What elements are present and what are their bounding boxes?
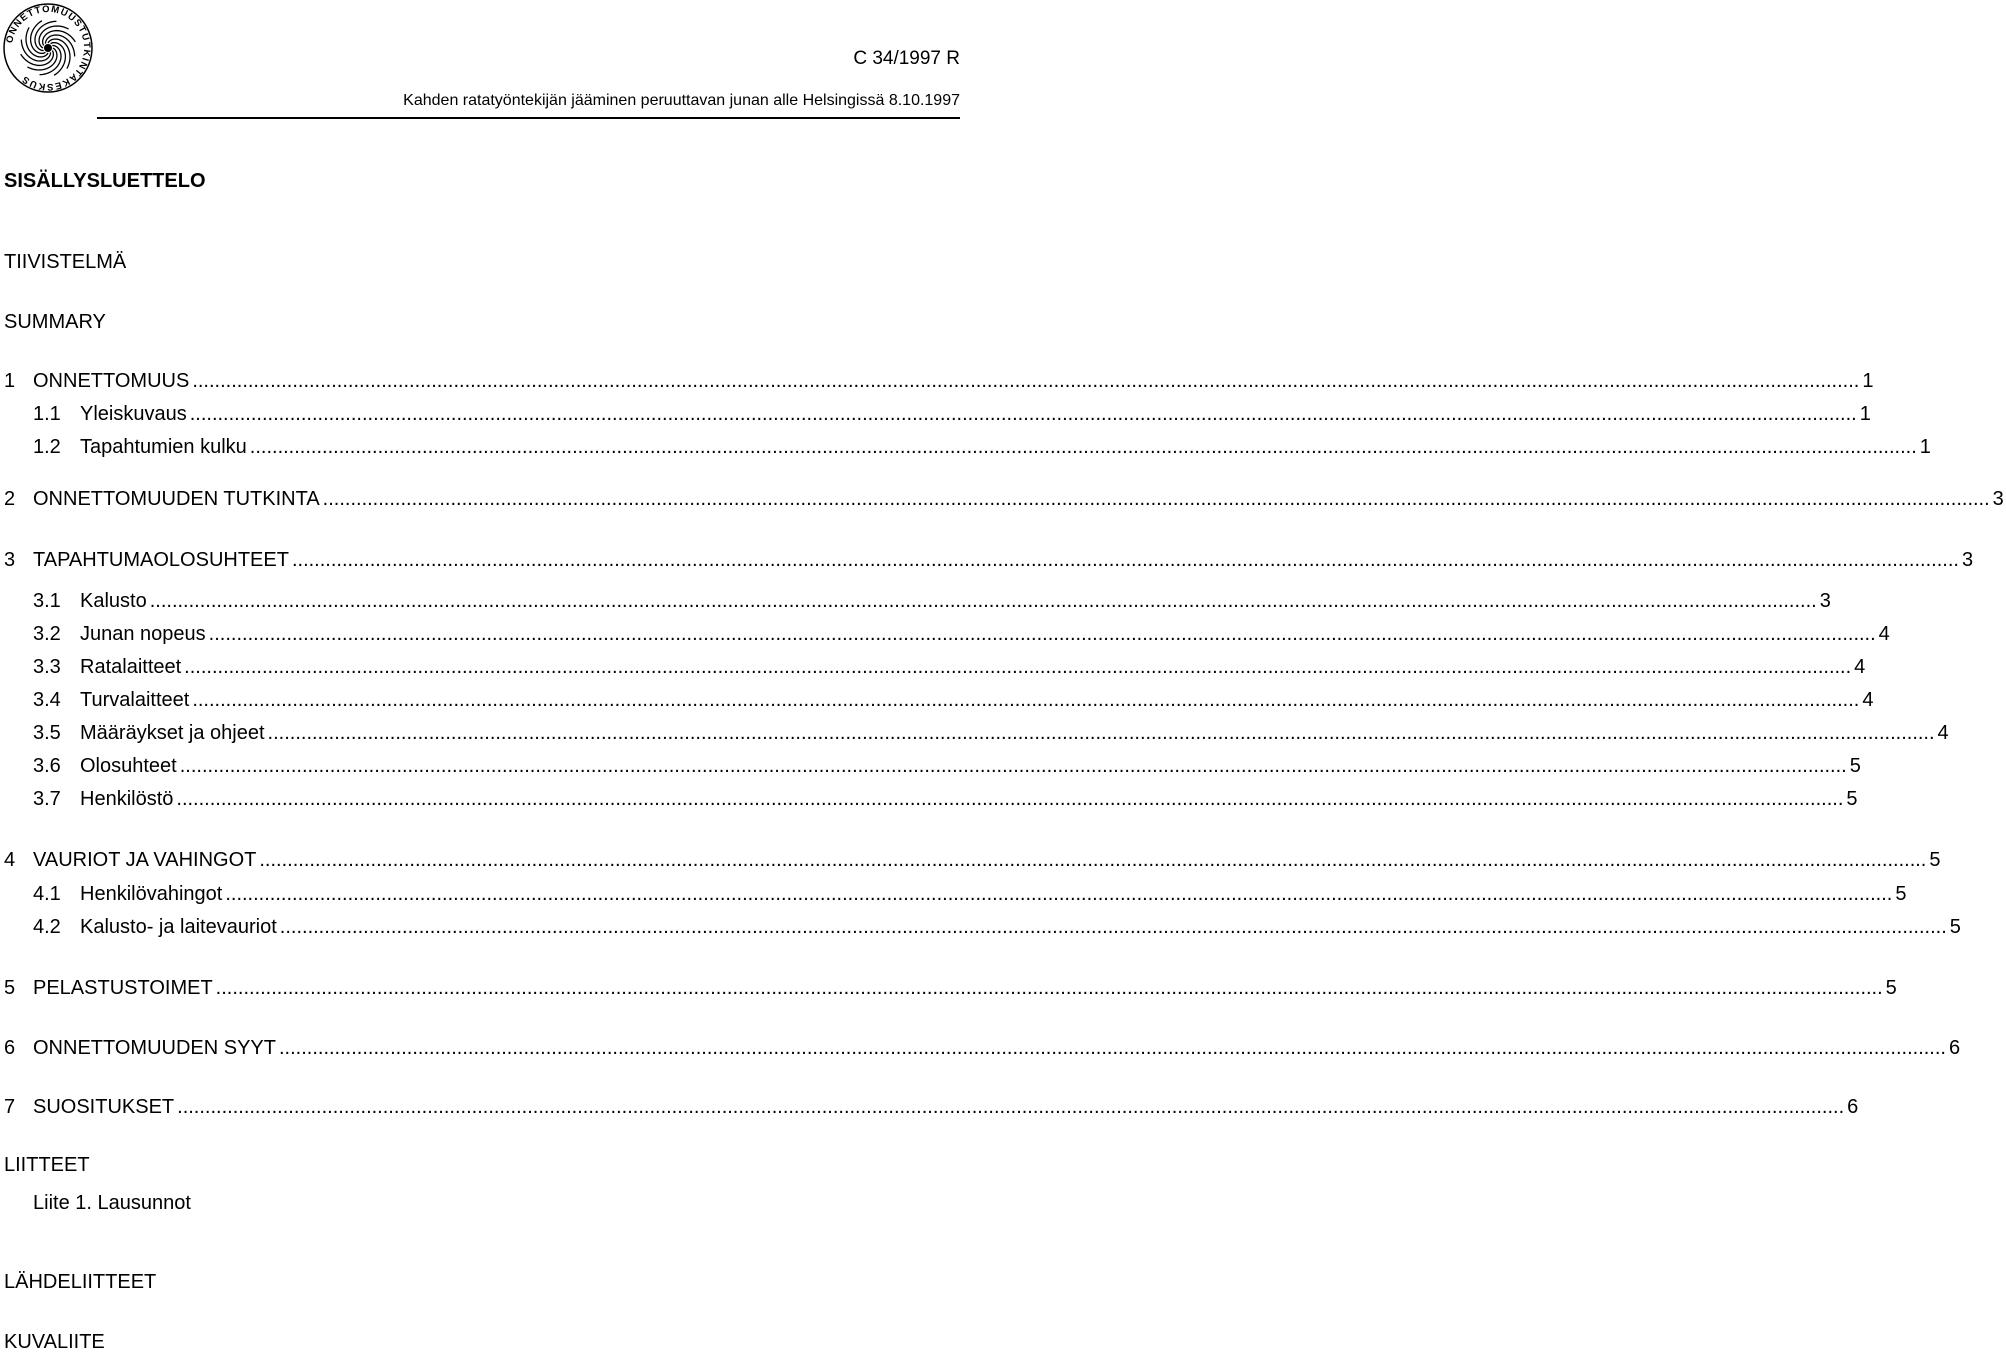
toc-entry[interactable]	[4, 546, 1974, 572]
toc-leader-dots: ............................................................................................................................................................................................................................................................................................................	[215, 977, 1883, 999]
toc-leader-dots: ............................................................................................................................................................................................................................................................................................................	[267, 722, 1935, 744]
toc-summary-en[interactable]: SUMMARY	[4, 311, 106, 333]
toc-leader-dots: ............................................................................................................................................................................................................................................................................................................	[179, 755, 1847, 777]
toc-entry-number: 3.6	[33, 755, 61, 777]
toc-entry-number: 4.1	[33, 883, 61, 905]
toc-entry-number: 4.2	[33, 916, 61, 938]
appendix-item[interactable]: Liite 1. Lausunnot	[33, 1192, 191, 1214]
toc-entry-number: 3.1	[33, 590, 61, 612]
organization-logo	[0, 0, 96, 96]
toc-entry[interactable]	[4, 400, 1871, 426]
toc-entry[interactable]	[4, 620, 1890, 646]
toc-entry-number: 3.5	[33, 722, 61, 744]
toc-leader-dots: ............................................................................................................................................................................................................................................................................................................	[259, 849, 1927, 871]
toc-entry-number: 3.3	[33, 656, 61, 678]
toc-entry-title: Kalusto	[80, 590, 147, 612]
toc-leader-dots: ............................................................................................................................................................................................................................................................................................................	[177, 1096, 1845, 1118]
toc-leader-dots: ............................................................................................................................................................................................................................................................................................................	[149, 590, 1817, 612]
toc-entry[interactable]	[4, 785, 1858, 811]
toc-entry[interactable]	[4, 719, 1949, 745]
toc-entry-page: 4	[1878, 623, 1890, 645]
toc-entry-title: Määräykset ja ohjeet	[80, 722, 265, 744]
toc-summary-fi[interactable]: TIIVISTELMÄ	[4, 251, 127, 273]
toc-entry-number: 3	[4, 549, 16, 571]
toc-entry-title: ONNETTOMUUDEN SYYT	[33, 1037, 276, 1059]
toc-entry-number: 2	[4, 488, 16, 510]
toc-entry-number: 3.7	[33, 788, 61, 810]
toc-leader-dots: ............................................................................................................................................................................................................................................................................................................	[192, 689, 1860, 711]
toc-entry-number: 3.2	[33, 623, 61, 645]
logo-ring-text: ONNETTOMUUSTUTKINTAKESKUS	[4, 3, 93, 93]
report-subtitle: Kahden ratatyöntekijän jääminen peruuttavan junan alle Helsingissä 8.10.1997	[403, 92, 960, 109]
toc-leader-dots: ............................................................................................................................................................................................................................................................................................................	[208, 623, 1876, 645]
toc-entry-title: Turvalaitteet	[80, 689, 190, 711]
toc-entry-title: Junan nopeus	[80, 623, 206, 645]
toc-entry-number: 1.2	[33, 436, 61, 458]
toc-entry-page: 1	[1859, 403, 1871, 425]
toc-entry-page: 5	[1929, 849, 1941, 871]
toc-entry-page: 4	[1854, 656, 1866, 678]
toc-entry-title: VAURIOT JA VAHINGOT	[33, 849, 257, 871]
toc-entry-number: 4	[4, 849, 16, 871]
toc-entry-title: ONNETTOMUUDEN TUTKINTA	[33, 488, 320, 510]
toc-heading: SISÄLLYSLUETTELO	[4, 170, 206, 192]
toc-entry-title: Kalusto- ja laitevauriot	[80, 916, 277, 938]
toc-entry[interactable]	[4, 433, 1931, 459]
toc-leader-dots: ............................................................................................................................................................................................................................................................................................................	[192, 370, 1860, 392]
toc-entry-page: 5	[1849, 755, 1861, 777]
sources-heading[interactable]: LÄHDELIITTEET	[4, 1271, 157, 1293]
toc-entry-number: 1.1	[33, 403, 61, 425]
toc-entry[interactable]	[4, 1093, 1859, 1119]
toc-leader-dots: ............................................................................................................................................................................................................................................................................................................	[322, 488, 1990, 510]
toc-entry-number: 6	[4, 1037, 16, 1059]
toc-entry-number: 7	[4, 1096, 16, 1118]
toc-entry[interactable]	[4, 974, 1897, 1000]
toc-entry[interactable]	[4, 846, 1941, 872]
organization-seal-graphic	[0, 0, 96, 96]
toc-entry-page: 3	[1961, 549, 1974, 571]
toc-leader-dots: ............................................................................................................................................................................................................................................................................................................	[291, 549, 1959, 571]
toc-entry[interactable]	[4, 587, 1831, 613]
toc-entry-title: PELASTUSTOIMET	[33, 977, 213, 999]
report-code: C 34/1997 R	[853, 48, 960, 69]
toc-leader-dots: ............................................................................................................................................................................................................................................................................................................	[225, 883, 1893, 905]
toc-entry-title: Tapahtumien kulku	[80, 436, 247, 458]
toc-entry[interactable]	[4, 367, 1874, 393]
toc-entry-title: ONNETTOMUUS	[33, 370, 190, 392]
toc-entry-page: 3	[1819, 590, 1831, 612]
toc-leader-dots: ............................................................................................................................................................................................................................................................................................................	[184, 656, 1852, 678]
toc-leader-dots: ............................................................................................................................................................................................................................................................................................................	[279, 916, 1947, 938]
toc-entry[interactable]	[4, 913, 1961, 939]
toc-entry-number: 1	[4, 370, 16, 392]
figure-appendix-heading[interactable]: KUVALIITE	[4, 1331, 105, 1353]
toc-entry-page: 5	[1949, 916, 1961, 938]
toc-entry-page: 4	[1937, 722, 1949, 744]
toc-entry[interactable]	[4, 1034, 1961, 1060]
toc-entry-page: 5	[1846, 788, 1858, 810]
toc-entry-number: 5	[4, 977, 16, 999]
toc-entry-page: 5	[1885, 977, 1897, 999]
toc-entry-page: 3	[1992, 488, 2004, 510]
toc-leader-dots: ............................................................................................................................................................................................................................................................................................................	[249, 436, 1917, 458]
toc-entry-page: 1	[1919, 436, 1931, 458]
toc-entry[interactable]	[4, 686, 1874, 712]
toc-entry-number: 3.4	[33, 689, 61, 711]
toc-entry-title: SUOSITUKSET	[33, 1096, 175, 1118]
toc-entry[interactable]	[4, 752, 1861, 778]
toc-entry-page: 6	[1948, 1037, 1961, 1059]
toc-entry-page: 5	[1895, 883, 1907, 905]
toc-leader-dots: ............................................................................................................................................................................................................................................................................................................	[176, 788, 1844, 810]
toc-entry-title: Olosuhteet	[80, 755, 177, 777]
toc-entry-page: 6	[1847, 1096, 1859, 1118]
toc-entry[interactable]	[4, 880, 1907, 906]
toc-entry-title: Henkilövahingot	[80, 883, 223, 905]
toc-leader-dots: ............................................................................................................................................................................................................................................................................................................	[278, 1037, 1946, 1059]
toc-entry[interactable]	[4, 485, 2004, 511]
header-divider	[97, 117, 960, 119]
appendices-heading[interactable]: LIITTEET	[4, 1154, 90, 1176]
toc-entry-title: Henkilöstö	[80, 788, 174, 810]
toc-entry-page: 1	[1862, 370, 1874, 392]
toc-entry-title: TAPAHTUMAOLOSUHTEET	[33, 549, 289, 571]
toc-entry[interactable]	[4, 653, 1866, 679]
toc-entry-title: Ratalaitteet	[80, 656, 182, 678]
toc-leader-dots: ............................................................................................................................................................................................................................................................................................................	[189, 403, 1857, 425]
toc-entry-page: 4	[1862, 689, 1874, 711]
toc-entry-title: Yleiskuvaus	[80, 403, 187, 425]
